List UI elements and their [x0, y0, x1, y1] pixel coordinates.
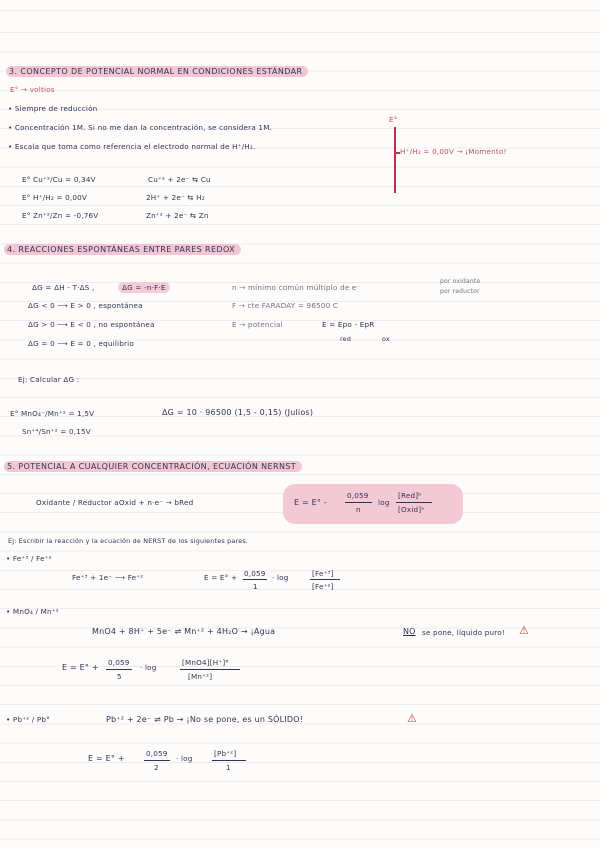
case-zero: ΔG = 0 ⟶ E = 0 , equilibrio — [28, 339, 134, 348]
pair-fe-eq-lhs: E = E° + — [204, 573, 238, 582]
pair-fe-numerator: 0,059 — [244, 569, 266, 578]
pair-fe-fraction-line — [243, 579, 267, 580]
pair-mno4-label: • MnO₄ / Mn⁺² — [6, 607, 59, 616]
pair-pb-fraction-line — [144, 760, 170, 761]
bullet-concentracion: • Concentración 1M. Si no me dan la concentración, se considera 1M. — [8, 123, 273, 132]
pair-pb-numerator: 0,059 — [146, 749, 168, 758]
pair-pb-log-numerator: [Pb⁺²] — [214, 749, 237, 758]
pair-fe-reaction: Fe⁺³ + 1e⁻ ⟶ Fe⁺² — [72, 573, 144, 582]
pair-mno4-no: NO — [403, 627, 416, 636]
reaction-zn: Zn⁺² + 2e⁻ ⇆ Zn — [146, 211, 209, 220]
dg-nfe-highlight: ΔG = -n·F·E — [118, 282, 170, 293]
nernst-log-numerator: [Red]ᵇ — [398, 491, 422, 500]
nernst-denominator: n — [356, 505, 361, 514]
case-positive: ΔG > 0 ⟶ E < 0 , no espontánea — [28, 320, 155, 329]
nernst-log: log — [378, 498, 390, 507]
pot-cu: E° Cu⁺²/Cu = 0,34V — [22, 175, 96, 184]
nernst-log-denominator: [Oxid]ᵃ — [398, 505, 425, 514]
pair-mno4-denominator: 5 — [117, 672, 122, 681]
n-por-reductor: por reductor — [440, 288, 480, 295]
nernst-fraction-line — [345, 502, 372, 503]
pair-pb-log: · log — [176, 754, 193, 763]
pair-mno4-log-denominator: [Mn⁺²] — [188, 672, 213, 681]
pair-mno4-note: se pone, líquido puro! — [422, 628, 505, 637]
ej-dg-result: ΔG = 10 · 96500 (1,5 - 0,15) (Julios) — [162, 408, 314, 417]
pair-mno4-log-numerator: [MnO4][H⁺]⁸ — [182, 658, 229, 667]
section-4-heading: 4. REACCIONES ESPONTÁNEAS ENTRE PARES REDOX — [4, 244, 241, 255]
n-por-oxidante: por oxidante — [440, 278, 481, 285]
pair-pb-eq-lhs: E = E° + — [88, 754, 125, 763]
f-definition: F → cte FARADAY = 96500 C — [232, 301, 339, 310]
ej-nernst-label: Ej: Escribir la reacción y la ecuación de NERST de los siguientes pares. — [8, 537, 249, 545]
pot-zn: E° Zn⁺²/Zn = -0,76V — [22, 211, 99, 220]
pair-fe-log-denominator: [Fe⁺²] — [312, 582, 334, 591]
nernst-log-fraction-line — [396, 502, 432, 503]
pair-mno4-numerator: 0,059 — [108, 658, 130, 667]
pair-fe-log: · log — [272, 573, 289, 582]
pair-pb-log-fraction-line — [212, 760, 246, 761]
pair-mno4-eq-lhs: E = E° + — [62, 663, 99, 672]
scale-label: E° — [389, 115, 398, 124]
reaction-h: 2H⁺ + 2e⁻ ⇆ H₂ — [146, 193, 205, 202]
ej-mno4-potential: E° MnO₄⁻/Mn⁺² = 1,5V — [10, 409, 95, 418]
e-formula: E = Epo - EpR — [322, 320, 375, 329]
pair-pb-label: • Pb⁺² / Pb° — [6, 715, 50, 724]
pot-h: E° H⁺/H₂ = 0,00V — [22, 193, 88, 202]
e-formula-red: red — [340, 335, 352, 343]
pair-mno4-reaction: MnO4 + 8H⁺ + 5e⁻ ⇌ Mn⁺² + 4H₂O → ¡Agua — [92, 627, 276, 636]
n-definition: n → mínimo común múltiplo de e⁻ — [232, 283, 361, 292]
dg-equation: ΔG = ΔH - T·ΔS , — [32, 283, 95, 292]
nernst-lhs: E = E° - — [294, 498, 327, 507]
pair-pb-reaction: Pb⁺² + 2e⁻ ⇌ Pb → ¡No se pone, es un SÓLIDO! — [106, 715, 304, 724]
e-definition: E → potencial — [232, 320, 283, 329]
pair-mno4-log-fraction-line — [180, 669, 240, 670]
pair-pb-log-denominator: 1 — [226, 763, 231, 772]
scale-reference: H⁺/H₂ = 0,00V → ¡Momento! — [400, 147, 507, 156]
e-formula-ox: ox — [382, 335, 390, 343]
bullet-reduccion: • Siempre de reducción — [8, 104, 98, 113]
pair-mno4-log: · log — [140, 663, 157, 672]
pair-pb-denominator: 2 — [154, 763, 159, 772]
pair-fe-log-fraction-line — [310, 579, 340, 580]
pair-fe-log-numerator: [Fe⁺³] — [312, 569, 334, 578]
eo-voltios-note: E° → voltios — [10, 85, 55, 94]
pair-fe-denominator: 1 — [253, 582, 258, 591]
pair-mno4-fraction-line — [106, 669, 132, 670]
warning-icon: ⚠ — [519, 624, 529, 637]
pair-fe-label: • Fe⁺³ / Fe⁺² — [6, 554, 52, 563]
potential-scale-axis — [394, 127, 396, 193]
general-reaction: Oxidante / Reductor aOxid + n·e⁻ → bRed — [36, 498, 194, 507]
warning-icon: ⚠ — [407, 712, 417, 725]
section-3-heading: 3. CONCEPTO DE POTENCIAL NORMAL EN CONDICIONES ESTÁNDAR — [6, 66, 308, 77]
reaction-cu: Cu⁺² + 2e⁻ ⇆ Cu — [148, 175, 211, 184]
case-negative: ΔG < 0 ⟶ E > 0 , espontánea — [28, 301, 143, 310]
ej-calcular-label: Ej: Calcular ΔG : — [18, 375, 80, 384]
section-5-heading: 5. POTENCIAL A CUALQUIER CONCENTRACIÓN, ECUACIÓN NERNST — [4, 461, 302, 472]
ej-sn-potential: Sn⁺⁴/Sn⁺² = 0,15V — [22, 427, 91, 436]
nernst-numerator: 0,059 — [347, 491, 369, 500]
bullet-escala: • Escala que toma como referencia el electrodo normal de H⁺/H₂. — [8, 142, 256, 151]
